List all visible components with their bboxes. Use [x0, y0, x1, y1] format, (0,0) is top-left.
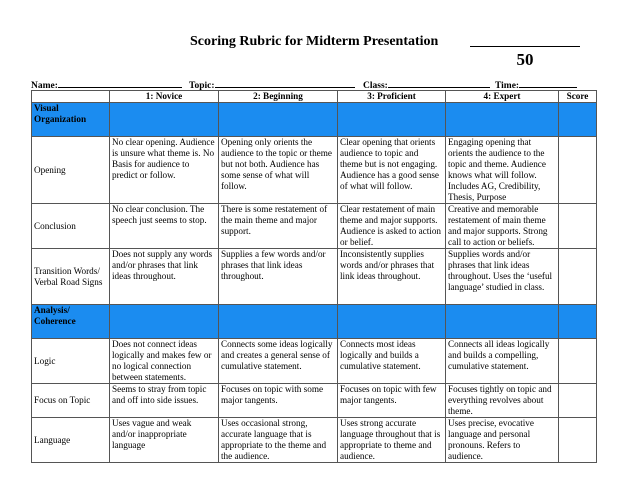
score-cell[interactable]	[559, 249, 597, 305]
row-label: Conclusion	[32, 204, 110, 249]
score-cell[interactable]	[559, 339, 597, 384]
cell-expert: Focuses tightly on topic and everything revolves about theme.	[446, 384, 559, 418]
class-blank[interactable]	[388, 78, 490, 88]
cell-beginning: Connects some ideas logically and creates a general sense of cumulative statement.	[219, 339, 338, 384]
score-cell[interactable]	[559, 137, 597, 204]
cell-expert: Supplies words and/or phrases that link ideas throughout. Uses the ‘useful language’ studied in class.	[446, 249, 559, 305]
cell-novice: Seems to stray from topic and off into side issues.	[110, 384, 219, 418]
page-title: Scoring Rubric for Midterm Presentation	[190, 34, 439, 49]
row-label: Transition Words/ Verbal Road Signs	[32, 249, 110, 305]
rubric-table	[31, 90, 597, 463]
column-header-beginning: 2: Beginning	[219, 91, 338, 103]
row-label: Logic	[32, 339, 110, 384]
table-row-focus	[32, 384, 597, 418]
cell-novice: No clear opening. Audience is unsure what theme is. No Basis for audience to predict or follow.	[110, 137, 219, 204]
column-header-score: Score	[559, 91, 597, 103]
table-row-opening	[32, 137, 597, 204]
cell-beginning: Supplies a few words and/or phrases that link ideas throughout.	[219, 249, 338, 305]
cell-beginning: Opening only orients the audience to the topic or theme but not both. Audience has some sense of what will follow.	[219, 137, 338, 204]
column-header	[32, 91, 110, 103]
section-row-analysis-coherence	[32, 305, 597, 339]
cell-proficient: Connects most ideas logically and builds a cumulative statement.	[338, 339, 446, 384]
cell-proficient: Focuses on topic with few major tangents.	[338, 384, 446, 418]
time-blank[interactable]	[519, 78, 577, 88]
row-label: Opening	[32, 137, 110, 204]
cell-beginning: Focuses on topic with some major tangents.	[219, 384, 338, 418]
cell-expert: Connects all ideas logically and builds a compelling, cumulative statement.	[446, 339, 559, 384]
cell-novice: No clear conclusion. The speech just seems to stop.	[110, 204, 219, 249]
cell-expert: Creative and memorable restatement of main theme and major supports. Strong call to action or beliefs.	[446, 204, 559, 249]
name-label: Name:	[31, 81, 58, 91]
total-score: 50	[516, 50, 534, 69]
cell-beginning: Uses occasional strong, accurate language that is appropriate to the theme and the audience.	[219, 418, 338, 463]
cell-expert: Engaging opening that orients the audience to the topic and theme. Audience knows what will follow. Includes AG, Credibility, Thesis, Purpose	[446, 137, 559, 204]
class-label: Class:	[363, 81, 388, 91]
score-underline	[470, 46, 580, 47]
cell-expert: Uses precise, evocative language and personal pronouns. Refers to audience.	[446, 418, 559, 463]
row-label: Language	[32, 418, 110, 463]
name-blank[interactable]	[58, 78, 182, 88]
row-label: Focus on Topic	[32, 384, 110, 418]
table-row-conclusion	[32, 204, 597, 249]
cell-novice: Uses vague and weak and/or inappropriate language	[110, 418, 219, 463]
cell-proficient: Inconsistently supplies words and/or phrases that link ideas throughout.	[338, 249, 446, 305]
table-row-transitions	[32, 249, 597, 305]
topic-label: Topic:	[189, 81, 215, 91]
topic-blank[interactable]	[215, 78, 355, 88]
score-cell[interactable]	[559, 384, 597, 418]
cell-proficient: Uses strong accurate language throughout that is appropriate to theme and audience.	[338, 418, 446, 463]
column-header-expert: 4: Expert	[446, 91, 559, 103]
header-row	[32, 91, 597, 103]
table-row-logic	[32, 339, 597, 384]
column-header-novice: 1: Novice	[110, 91, 219, 103]
cell-beginning: There is some restatement of the main theme and major support.	[219, 204, 338, 249]
cell-proficient: Clear restatement of main theme and major supports. Audience is asked to action or belief.	[338, 204, 446, 249]
score-cell[interactable]	[559, 204, 597, 249]
cell-novice: Does not connect ideas logically and makes few or no logical connection between statements.	[110, 339, 219, 384]
score-cell[interactable]	[559, 418, 597, 463]
time-label: Time:	[495, 81, 520, 91]
column-header-proficient: 3: Proficient	[338, 91, 446, 103]
cell-proficient: Clear opening that orients audience to topic and theme but is not engaging. Audience has a good sense of what will follow.	[338, 137, 446, 204]
table-row-language	[32, 418, 597, 463]
cell-novice: Does not supply any words and/or phrases that link ideas throughout.	[110, 249, 219, 305]
section-title: Analysis/ Coherence	[32, 305, 110, 339]
section-row-visual-organization	[32, 103, 597, 137]
section-title: Visual Organization	[32, 103, 110, 137]
